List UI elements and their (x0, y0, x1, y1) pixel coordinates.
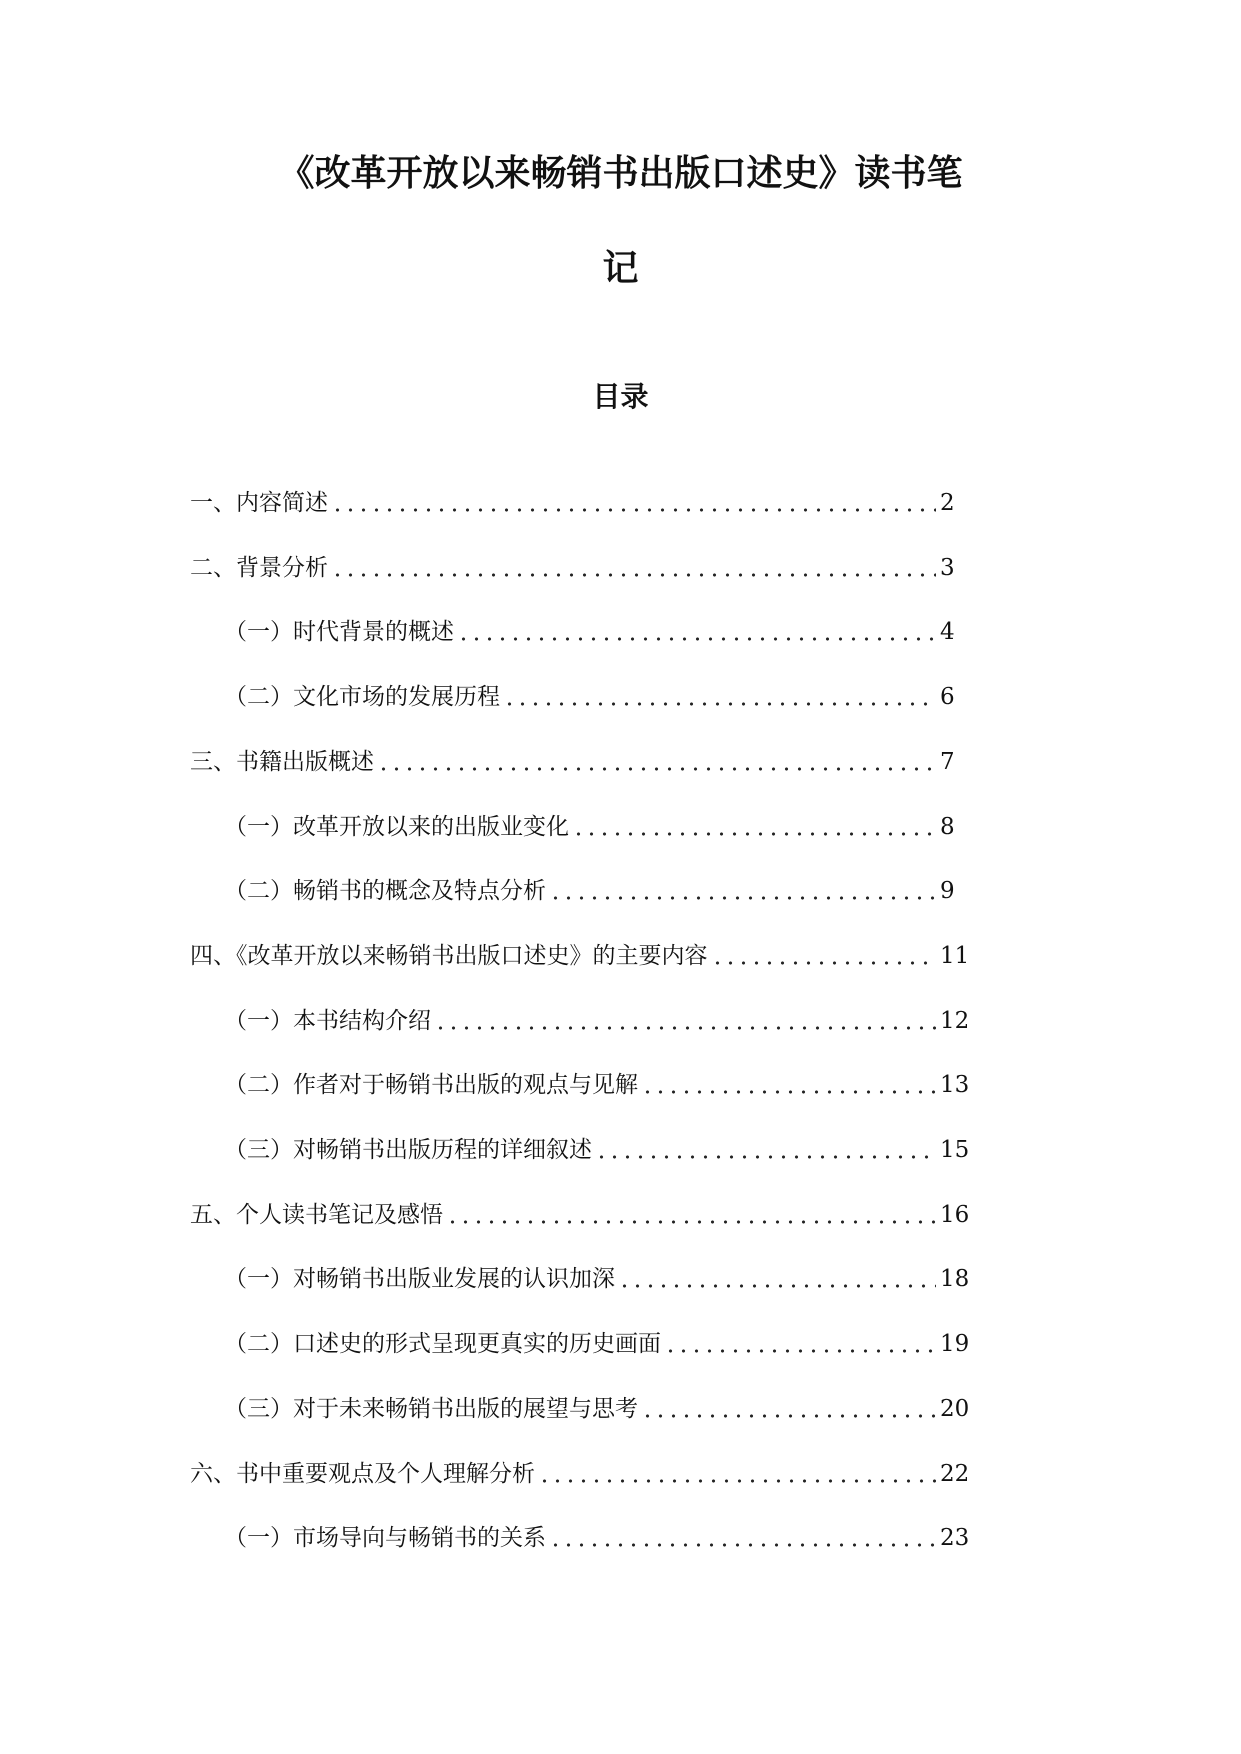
document-title-line-2: 记 (602, 247, 639, 289)
toc-entry-label: （二）作者对于畅销书出版的观点与见解 (224, 1072, 638, 1098)
toc-entry-page-number: 18 (940, 1266, 970, 1292)
toc-entry-page-number: 6 (940, 684, 955, 710)
toc-entry-label: （一）市场导向与畅销书的关系 (224, 1525, 546, 1551)
toc-entry-label: （一）对畅销书出版业发展的认识加深 (224, 1266, 615, 1292)
toc-entry-page-number: 19 (940, 1331, 970, 1357)
toc-entry-label: （二）口述史的形式呈现更真实的历史画面 (224, 1331, 661, 1357)
toc-dot-leader (549, 877, 936, 905)
toc-entry-label: 一、内容简述 (190, 490, 328, 516)
toc-dot-leader (595, 1136, 936, 1164)
toc-entry (224, 1007, 970, 1035)
toc-entry-page-number: 13 (940, 1072, 970, 1098)
toc-dot-leader (664, 1330, 936, 1358)
toc-entry-page-number: 16 (940, 1202, 970, 1228)
toc-entry-page-number: 12 (940, 1008, 970, 1034)
toc-entry-label: 二、背景分析 (190, 555, 328, 581)
toc-dot-leader (434, 1007, 936, 1035)
toc-entry-page-number: 22 (940, 1461, 970, 1487)
toc-dot-leader (538, 1460, 936, 1488)
toc-entry (224, 1395, 970, 1423)
toc-dot-leader (572, 813, 936, 841)
toc-entry (190, 1201, 970, 1229)
toc-entry (190, 1460, 970, 1488)
toc-entry-label: 六、书中重要观点及个人理解分析 (190, 1461, 535, 1487)
toc-entry (224, 1265, 970, 1293)
toc-entry (224, 1330, 970, 1358)
toc-entry (224, 1524, 970, 1552)
toc-dot-leader (618, 1265, 936, 1293)
toc-entry-label: （一）时代背景的概述 (224, 619, 454, 645)
toc-entry-page-number: 4 (940, 619, 955, 645)
toc-dot-leader (331, 489, 936, 517)
toc-dot-leader (446, 1201, 936, 1229)
toc-dot-leader (377, 748, 936, 776)
toc-dot-leader (641, 1071, 936, 1099)
toc-entry-label: （二）畅销书的概念及特点分析 (224, 878, 546, 904)
toc-entry-label: （三）对于未来畅销书出版的展望与思考 (224, 1396, 638, 1422)
toc-entry-label: 四、《改革开放以来畅销书出版口述史》的主要内容 (190, 943, 708, 969)
toc-entry (224, 1136, 970, 1164)
toc-entry (190, 748, 955, 776)
toc-entry-label: （三）对畅销书出版历程的详细叙述 (224, 1137, 592, 1163)
toc-dot-leader (457, 618, 936, 646)
toc-entry (224, 877, 955, 905)
toc-dot-leader (331, 554, 936, 582)
toc-entry (190, 489, 955, 517)
toc-entry (190, 554, 955, 582)
document-title-line-1: 《改革开放以来畅销书出版口述史》读书笔 (278, 152, 963, 194)
toc-entry-page-number: 8 (940, 814, 955, 840)
toc-entry-page-number: 23 (940, 1525, 970, 1551)
toc-entry-page-number: 11 (940, 943, 970, 969)
toc-entry-label: 五、个人读书笔记及感悟 (190, 1202, 443, 1228)
toc-entry-label: 三、书籍出版概述 (190, 749, 374, 775)
toc-entry-label: （一）改革开放以来的出版业变化 (224, 814, 569, 840)
toc-heading: 目录 (592, 380, 649, 413)
toc-entry (190, 942, 970, 970)
toc-dot-leader (549, 1524, 936, 1552)
toc-entry (224, 1071, 970, 1099)
toc-entry (224, 813, 955, 841)
toc-entry-page-number: 3 (940, 555, 955, 581)
toc-dot-leader (641, 1395, 936, 1423)
toc-entry-label: （一）本书结构介绍 (224, 1008, 431, 1034)
toc-entry (224, 618, 955, 646)
toc-entry-label: （二）文化市场的发展历程 (224, 684, 500, 710)
toc-dot-leader (711, 942, 937, 970)
toc-entry-page-number: 2 (940, 490, 955, 516)
toc-entry-page-number: 15 (940, 1137, 970, 1163)
toc-entry (224, 683, 955, 711)
toc-entry-page-number: 20 (940, 1396, 970, 1422)
toc-entry-page-number: 7 (940, 749, 955, 775)
toc-entry-page-number: 9 (940, 878, 955, 904)
toc-dot-leader (503, 683, 936, 711)
